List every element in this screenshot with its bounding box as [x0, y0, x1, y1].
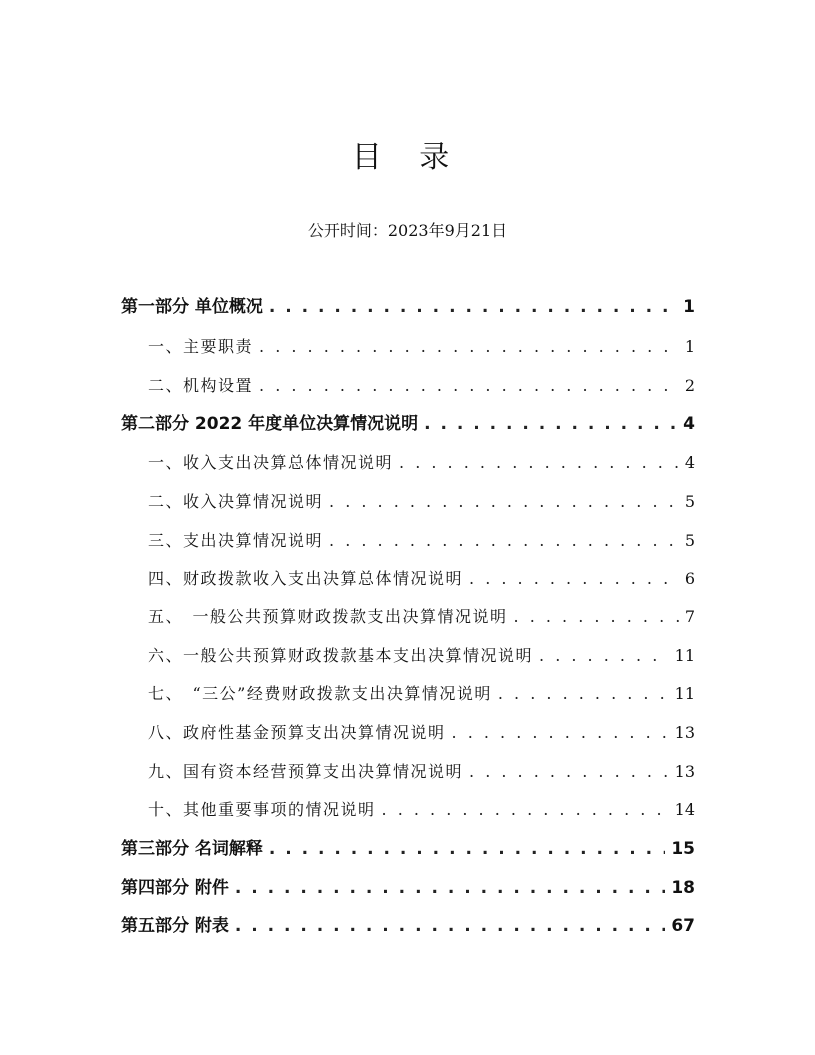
toc-entry[interactable]	[148, 526, 695, 556]
dot-leader	[399, 448, 679, 478]
toc-entry-label: 二、机构设置	[148, 376, 254, 395]
dot-leader	[539, 641, 669, 671]
dot-leader	[469, 757, 669, 787]
dot-leader	[469, 564, 679, 594]
toc-entry-label: 七、 “三公”经费财政拨款支出决算情况说明	[148, 684, 492, 703]
toc-entry-label: 第二部分 2022 年度单位决算情况说明	[121, 414, 419, 434]
toc-entry-label: 三、支出决算情况说明	[148, 531, 324, 550]
dot-leader	[329, 487, 679, 517]
dot-leader	[498, 679, 669, 709]
dot-leader	[329, 526, 679, 556]
toc-entry-part-2[interactable]	[121, 409, 695, 439]
toc-entry[interactable]	[148, 448, 695, 478]
dot-leader	[259, 332, 679, 362]
toc-entry[interactable]	[148, 332, 695, 362]
toc-entry-page: 5	[684, 531, 695, 550]
dot-leader	[269, 834, 665, 864]
toc-entry-page: 7	[684, 607, 695, 626]
toc-entry[interactable]	[148, 602, 695, 632]
toc-entry[interactable]	[148, 564, 695, 594]
toc-entry-part-1[interactable]	[121, 292, 695, 322]
dot-leader	[452, 718, 669, 748]
toc-title: 目 录	[351, 140, 464, 175]
toc-entry-label: 第五部分 附表	[121, 916, 229, 936]
toc-entry-part-4[interactable]	[121, 873, 695, 903]
toc-entry[interactable]	[148, 487, 695, 517]
toc-entry-page: 4	[683, 414, 695, 434]
toc-entry-label: 五、 一般公共预算财政拨款支出决算情况说明	[148, 607, 508, 626]
toc-entry[interactable]	[148, 641, 695, 671]
dot-leader	[235, 873, 665, 903]
toc-entry-page: 5	[684, 492, 695, 511]
toc-entry-page: 13	[674, 762, 695, 781]
dot-leader	[259, 371, 679, 401]
toc-entry-page: 18	[671, 878, 695, 898]
toc-entry-part-3[interactable]	[121, 834, 695, 864]
toc-entry[interactable]	[148, 371, 695, 401]
toc-entry-page: 67	[671, 916, 695, 936]
toc-entry-label: 第四部分 附件	[121, 878, 229, 898]
toc-entry-page: 6	[684, 569, 695, 588]
dot-leader	[269, 292, 677, 322]
toc-entry-page: 4	[684, 453, 695, 472]
toc-entry-label: 九、国有资本经营预算支出决算情况说明	[148, 762, 464, 781]
toc-entry-label: 十、其他重要事项的情况说明	[148, 800, 376, 819]
toc-entry-page: 11	[674, 646, 695, 665]
toc-entry[interactable]	[148, 679, 695, 709]
toc-entry-label: 六、一般公共预算财政拨款基本支出决算情况说明	[148, 646, 534, 665]
toc-entry[interactable]	[148, 718, 695, 748]
toc-entry-label: 四、财政拨款收入支出决算总体情况说明	[148, 569, 464, 588]
toc-entry-label: 二、收入决算情况说明	[148, 492, 324, 511]
toc-entry[interactable]	[148, 757, 695, 787]
toc-entry-label: 一、收入支出决算总体情况说明	[148, 453, 394, 472]
dot-leader	[424, 409, 677, 439]
toc-entry-page: 1	[684, 337, 695, 356]
toc-entry-page: 15	[671, 839, 695, 859]
dot-leader	[514, 602, 679, 632]
publish-date: 公开时间：2023年9月21日	[307, 221, 508, 240]
toc-entry-label: 第三部分 名词解释	[121, 839, 263, 859]
toc-entry-part-5[interactable]	[121, 911, 695, 941]
toc-entry-label: 八、政府性基金预算支出决算情况说明	[148, 723, 446, 742]
dot-leader	[235, 911, 665, 941]
toc-entry-label: 第一部分 单位概况	[121, 297, 263, 317]
toc-entry-page: 13	[674, 723, 695, 742]
toc-entry-label: 一、主要职责	[148, 337, 254, 356]
toc-entry-page: 1	[683, 297, 695, 317]
dot-leader	[382, 795, 669, 825]
toc-entry-page: 11	[674, 684, 695, 703]
toc-entry[interactable]	[148, 795, 695, 825]
toc-entry-page: 14	[674, 800, 695, 819]
toc-entry-page: 2	[684, 376, 695, 395]
